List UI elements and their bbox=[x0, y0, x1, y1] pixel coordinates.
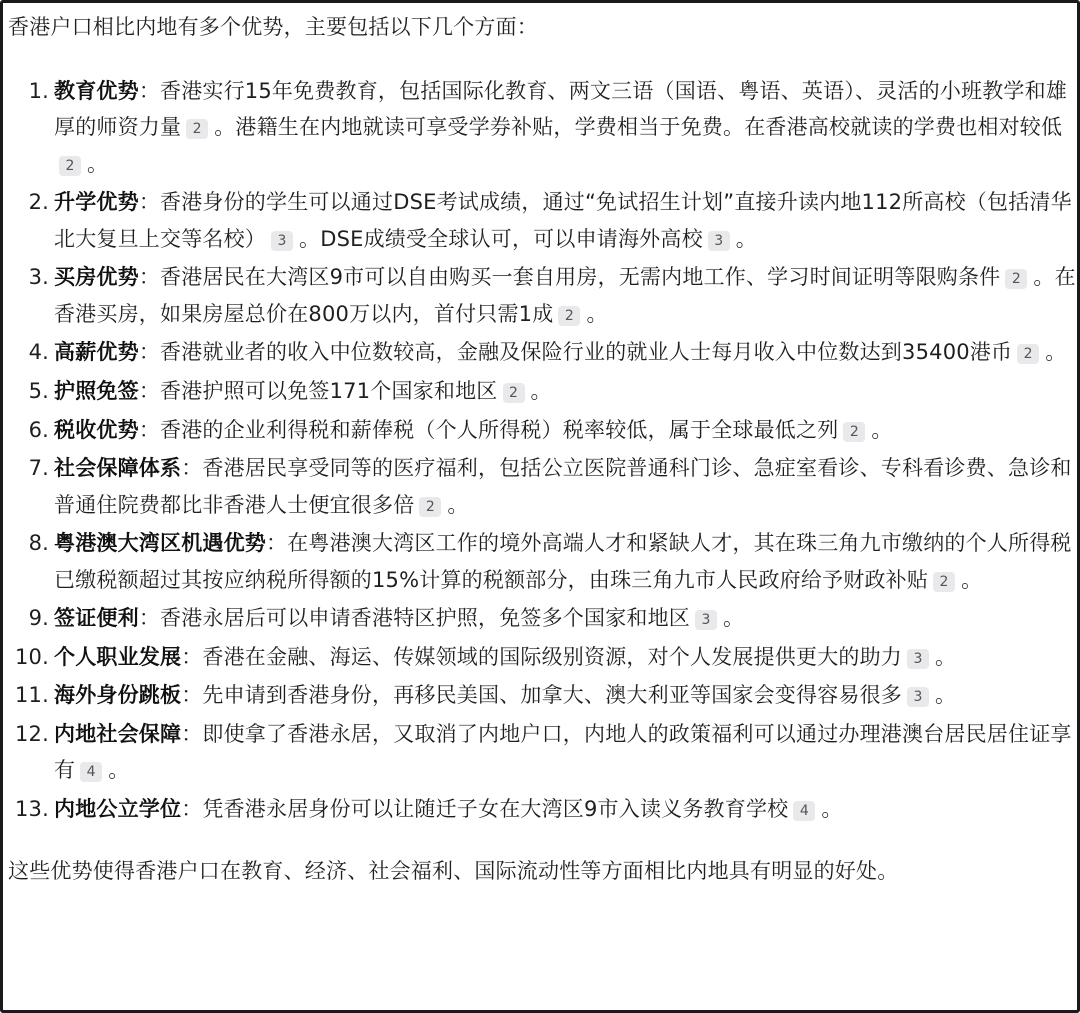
citation-badge[interactable]: 3 bbox=[907, 649, 929, 669]
item-number: 4. bbox=[28, 340, 49, 365]
citation-badge[interactable]: 2 bbox=[558, 306, 580, 326]
item-text: 。 bbox=[935, 644, 957, 669]
item-text: 。 bbox=[735, 226, 757, 251]
list-item bbox=[8, 600, 1076, 636]
item-text: 。 bbox=[723, 606, 745, 631]
item-number: 9. bbox=[28, 606, 49, 631]
item-text: 。 bbox=[87, 151, 109, 176]
citation-badge[interactable]: 2 bbox=[843, 422, 865, 442]
item-text: 。 bbox=[530, 379, 552, 403]
item-text: 。 bbox=[871, 417, 893, 442]
item-title: 粤港澳大湾区机遇优势 bbox=[54, 531, 266, 556]
intro-text: 香港户口相比内地有多个优势，主要包括以下几个方面： bbox=[8, 15, 538, 39]
list-item bbox=[8, 373, 1076, 409]
list-item bbox=[8, 412, 1076, 448]
item-text: ：香港居民在大湾区9市可以自由购买一套自用房，无需内地工作、学习时间证明等限购条件 bbox=[138, 265, 1001, 290]
item-number: 11. bbox=[15, 683, 49, 708]
list-item bbox=[8, 73, 1076, 182]
item-text: 。 bbox=[447, 492, 469, 517]
item-title: 海外身份跳板 bbox=[54, 683, 182, 708]
item-title: 升学优势 bbox=[54, 190, 139, 215]
item-title: 内地公立学位 bbox=[54, 796, 182, 821]
citation-badge[interactable]: 2 bbox=[1017, 344, 1039, 364]
item-number: 5. bbox=[28, 379, 49, 403]
item-text: 。 bbox=[821, 796, 843, 821]
item-text: 。DSE成绩受全球认可，可以申请海外高校 bbox=[299, 226, 703, 251]
list-item bbox=[8, 259, 1076, 332]
item-text: ：香港在金融、海运、传媒领域的国际级别资源，对个人发展提供更大的助力 bbox=[181, 644, 902, 669]
item-title: 签证便利 bbox=[54, 606, 139, 631]
citation-badge[interactable]: 2 bbox=[186, 119, 208, 139]
item-number: 2. bbox=[28, 190, 49, 215]
item-number: 1. bbox=[28, 79, 49, 103]
item-title: 护照免签 bbox=[54, 379, 139, 403]
item-text: ：香港就业者的收入中位数较高，金融及保险行业的就业人士每月收入中位数达到35400港币 bbox=[138, 340, 1013, 365]
item-title: 买房优势 bbox=[54, 265, 139, 290]
item-text: 。 bbox=[935, 683, 957, 708]
citation-badge[interactable]: 3 bbox=[708, 231, 730, 251]
item-number: 13. bbox=[15, 796, 49, 821]
citation-badge[interactable]: 3 bbox=[271, 231, 293, 251]
item-title: 个人职业发展 bbox=[54, 644, 182, 669]
item-title: 高薪优势 bbox=[54, 340, 139, 365]
item-text: ：香港永居后可以申请香港特区护照，免签多个国家和地区 bbox=[138, 606, 691, 631]
item-number: 10. bbox=[15, 644, 49, 669]
citation-badge[interactable]: 2 bbox=[1005, 269, 1027, 289]
citation-badge[interactable]: 2 bbox=[59, 156, 81, 176]
list-item bbox=[8, 791, 1076, 827]
item-text: ：香港的企业利得税和薪俸税（个人所得税）税率较低，属于全球最低之列 bbox=[138, 417, 839, 442]
outro-text: 这些优势使得香港户口在教育、经济、社会福利、国际流动性等方面相比内地具有明显的好处。 bbox=[8, 859, 899, 884]
item-number: 8. bbox=[28, 531, 49, 556]
item-text: 。 bbox=[1045, 340, 1067, 365]
list-item bbox=[8, 639, 1076, 675]
item-text: ：香港居民享受同等的医疗福利，包括公立医院普通科门诊、急症室看诊、专科看诊费、急诊和普通住院费都比非香港人士便宜很多倍 bbox=[54, 456, 1072, 517]
item-text: ：即使拿了香港永居，又取消了内地户口，内地人的政策福利可以通过办理港澳台居民居住证享有 bbox=[54, 721, 1072, 783]
item-text: ：先申请到香港身份，再移民美国、加拿大、澳大利亚等国家会变得容易很多 bbox=[181, 683, 902, 708]
list-item bbox=[8, 525, 1076, 598]
item-text: 。 bbox=[961, 567, 983, 592]
item-text: 。在香港买房，如果房屋总价在800万以内，首付只需1成 bbox=[54, 265, 1076, 326]
citation-badge[interactable]: 2 bbox=[933, 572, 955, 592]
item-title: 教育优势 bbox=[54, 79, 139, 103]
item-number: 12. bbox=[15, 721, 49, 746]
item-text: 。港籍生在内地就读可享受学券补贴，学费相当于免费。在香港高校就读的学费也相对较低 bbox=[214, 115, 1063, 140]
list-item bbox=[8, 677, 1076, 713]
list-item bbox=[8, 334, 1076, 370]
item-title: 税收优势 bbox=[54, 417, 139, 442]
citation-badge[interactable]: 3 bbox=[907, 687, 929, 707]
document-content bbox=[8, 9, 1076, 890]
item-number: 3. bbox=[28, 265, 49, 290]
citation-badge[interactable]: 3 bbox=[695, 610, 717, 630]
advantages-list bbox=[8, 73, 1076, 827]
item-text: 。 bbox=[586, 301, 608, 326]
citation-badge[interactable]: 4 bbox=[793, 801, 815, 821]
item-number: 7. bbox=[28, 456, 49, 481]
item-text: ：香港护照可以免签171个国家和地区 bbox=[138, 379, 498, 403]
item-number: 6. bbox=[28, 417, 49, 442]
citation-badge[interactable]: 2 bbox=[419, 497, 441, 517]
list-item bbox=[8, 184, 1076, 257]
item-text: 。 bbox=[108, 758, 130, 783]
item-text: ：凭香港永居身份可以让随迁子女在大湾区9市入读义务教育学校 bbox=[181, 796, 789, 821]
list-item bbox=[8, 450, 1076, 523]
item-text: ：香港实行15年免费教育，包括国际化教育、两文三语（国语、粤语、英语）、灵活的小班教学和雄厚的师资力量 bbox=[54, 79, 1068, 140]
citation-badge[interactable]: 4 bbox=[80, 762, 102, 782]
item-title: 社会保障体系 bbox=[54, 456, 182, 481]
list-item bbox=[8, 716, 1076, 789]
item-text: ：香港身份的学生可以通过DSE考试成绩，通过“免试招生计划”直接升读内地112所高校（包括清华北大复旦上交等名校） bbox=[54, 190, 1072, 251]
item-text: ：在粤港澳大湾区工作的境外高端人才和紧缺人才，其在珠三角九市缴纳的个人所得税已缴税额超过其按应纳税所得额的15%计算的税额部分，由珠三角九市人民政府给予财政补贴 bbox=[54, 531, 1072, 592]
item-title: 内地社会保障 bbox=[54, 721, 182, 746]
citation-badge[interactable]: 2 bbox=[503, 383, 525, 403]
